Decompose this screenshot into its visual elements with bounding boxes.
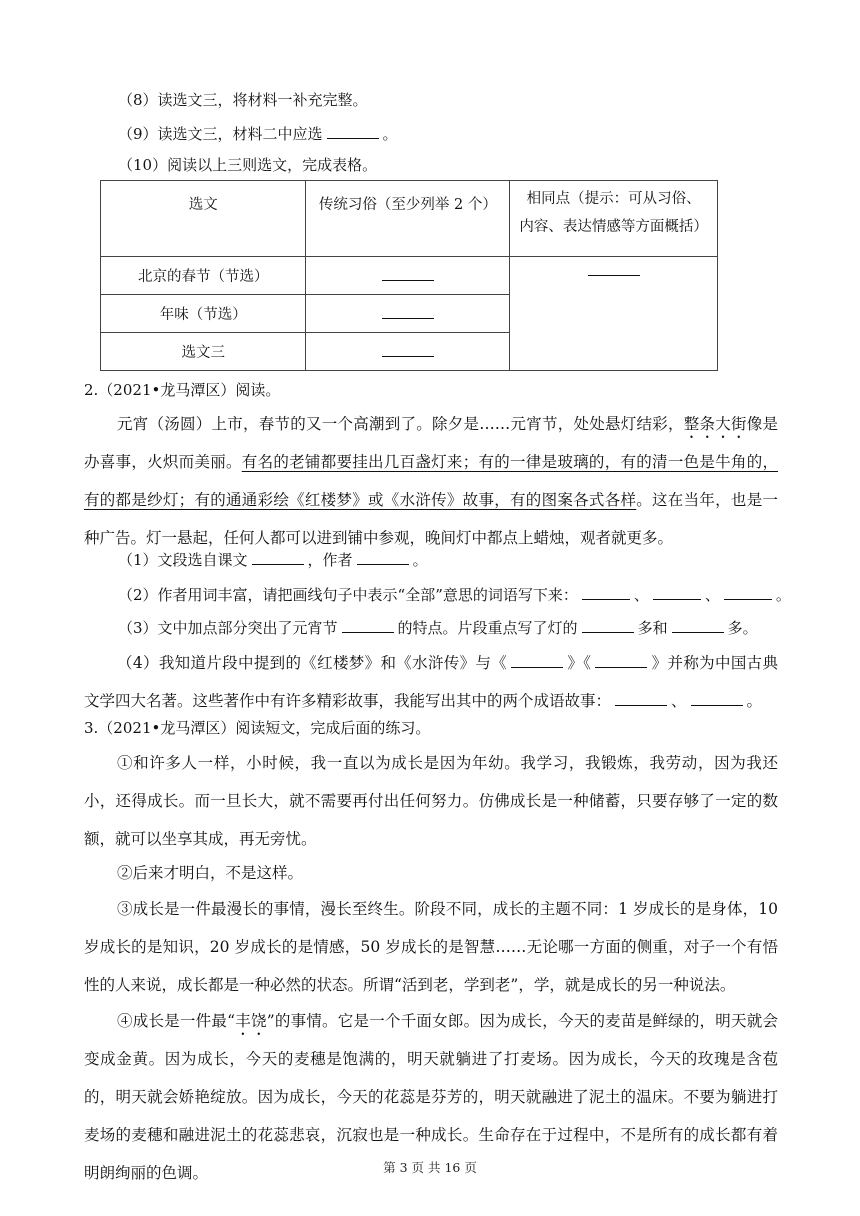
passage-paragraph: 元宵（汤圆）上市，春节的又一个高潮到了。除夕是……元宵节，处处悬灯结彩，整条大街像是办喜事，火炽而美丽。有名的老铺都要挂出几百盏灯来；有的一律是玻璃的，有的清一色是牛角的，有的都是纱灯；有的通通彩绘《红楼梦》或《水浒传》故事，有的图案各式各样。这在当年，也是一种广告。灯一悬起，任何人都可以进到铺中参观，晚间灯中都点上蜡烛，观者就更多。 <box>84 415 778 547</box>
passage-paragraph: ④成长是一件最“丰饶”的事情。它是一个千面女郎。因为成长，今天的麦苗是鲜绿的，明天就会变成金黄。因为成长，今天的麦穗是饱满的，明天就躺进了打麦场。因为成长，今天的玫瑰是含苞的，明天就会娇艳绽放。因为成长，今天的花蕊是芬芳的，明天就融进了泥土的温床。不要为躺进打麦场的麦穗和融进泥土的花蕊悲哀，沉寂也是一种成长。生命存在于过程中，不是所有的成长都有着明朗绚丽的色调。 <box>84 1012 778 1182</box>
table-row-label: 北京的春节（节选） <box>101 257 306 295</box>
answer-blank[interactable] <box>582 585 630 600</box>
page-footer: 第 3 页 共 16 页 <box>383 1160 477 1175</box>
answer-blank[interactable] <box>672 618 724 633</box>
underlined-sentence: 有名的老铺都要挂出几百盏灯来；有的一律是玻璃的，有的清一色是牛角的，有的都是纱灯；有的通通彩绘《红楼梦》或《水浒传》故事，有的图案各式各样 <box>84 453 778 509</box>
answer-blank[interactable] <box>595 653 647 668</box>
table-header-customs: 传统习俗（至少列举 2 个） <box>306 181 510 257</box>
answer-blank[interactable] <box>357 550 409 565</box>
table-answer-cell <box>306 257 510 295</box>
passage-paragraph: ①和许多人一样，小时候，我一直以为成长是因为年幼。我学习，我锻炼，我劳动，因为我还小，还得成长。而一旦长大，就不需要再付出任何努力。仿佛成长是一种储蓄，只要存够了一定的数额，就可以坐享其成，再无旁忧。 <box>84 754 778 848</box>
table-header-similarity: 相同点（提示：可从习俗、 内容、表达情感等方面概括） <box>510 181 718 257</box>
answer-blank[interactable] <box>653 585 701 600</box>
answer-blank[interactable] <box>588 261 640 276</box>
sub-question-3: （3）文中加点部分突出了元宵节 的特点。片段重点写了灯的 多和 多。 <box>118 619 758 637</box>
answer-blank[interactable] <box>382 342 434 357</box>
answer-blank[interactable] <box>511 653 563 668</box>
dotted-text: 整条大街 <box>683 415 747 433</box>
table-similarity-cell <box>510 257 718 371</box>
table-header-text: 选文 <box>101 181 306 257</box>
answer-blank[interactable] <box>382 304 434 319</box>
answer-blank[interactable] <box>582 618 634 633</box>
answer-blank[interactable] <box>327 124 379 139</box>
sub-question-1: （1）文段选自课文 ，作者 。 <box>118 551 428 569</box>
question-10: （10）阅读以上三则选文，完成表格。 <box>118 156 378 174</box>
question-2-heading: 2.（2021•龙马潭区）阅读。 <box>84 381 281 399</box>
table-answer-cell <box>306 333 510 371</box>
sub-question-2: （2）作者用词丰富，请把画线句子中表示“全部”意思的词语写下来： 、 、 。 <box>118 586 791 604</box>
sub-question-4: （4）我知道片段中提到的《红楼梦》和《水浒传》与《 》《 》并称为中国古典文学四大名著。这些著作中有许多精彩故事，我能写出其中的两个成语故事： 、 。 <box>84 654 778 710</box>
answer-blank[interactable] <box>615 691 667 706</box>
dotted-text: 丰饶 <box>235 1012 267 1030</box>
answer-blank[interactable] <box>691 691 743 706</box>
answer-blank[interactable] <box>724 585 772 600</box>
answer-blank[interactable] <box>252 550 304 565</box>
table-row-label: 选文三 <box>101 333 306 371</box>
table-answer-cell <box>306 295 510 333</box>
table-row-label: 年味（节选） <box>101 295 306 333</box>
question-3-heading: 3.（2021•龙马潭区）阅读短文，完成后面的练习。 <box>84 719 431 737</box>
answer-blank[interactable] <box>342 618 394 633</box>
question-8: （8）读选文三，将材料一补充完整。 <box>118 91 368 109</box>
passage-paragraph: ③成长是一件最漫长的事情，漫长至终生。阶段不同，成长的主题不同：1 岁成长的是身体，10 岁成长的是知识，20 岁成长的是情感，50 岁成长的是智慧……无论哪一方面的侧重，对子一个有悟性的人来说，成长都是一种必然的状态。所谓“活到老，学到老”，学，就是成长的另一种说法。 <box>84 900 778 994</box>
passage-paragraph: ②后来才明白，不是这样。 <box>117 864 304 882</box>
question-9: （9）读选文三，材料二中应选 。 <box>118 125 398 143</box>
summary-table <box>100 180 718 371</box>
answer-blank[interactable] <box>382 266 434 281</box>
